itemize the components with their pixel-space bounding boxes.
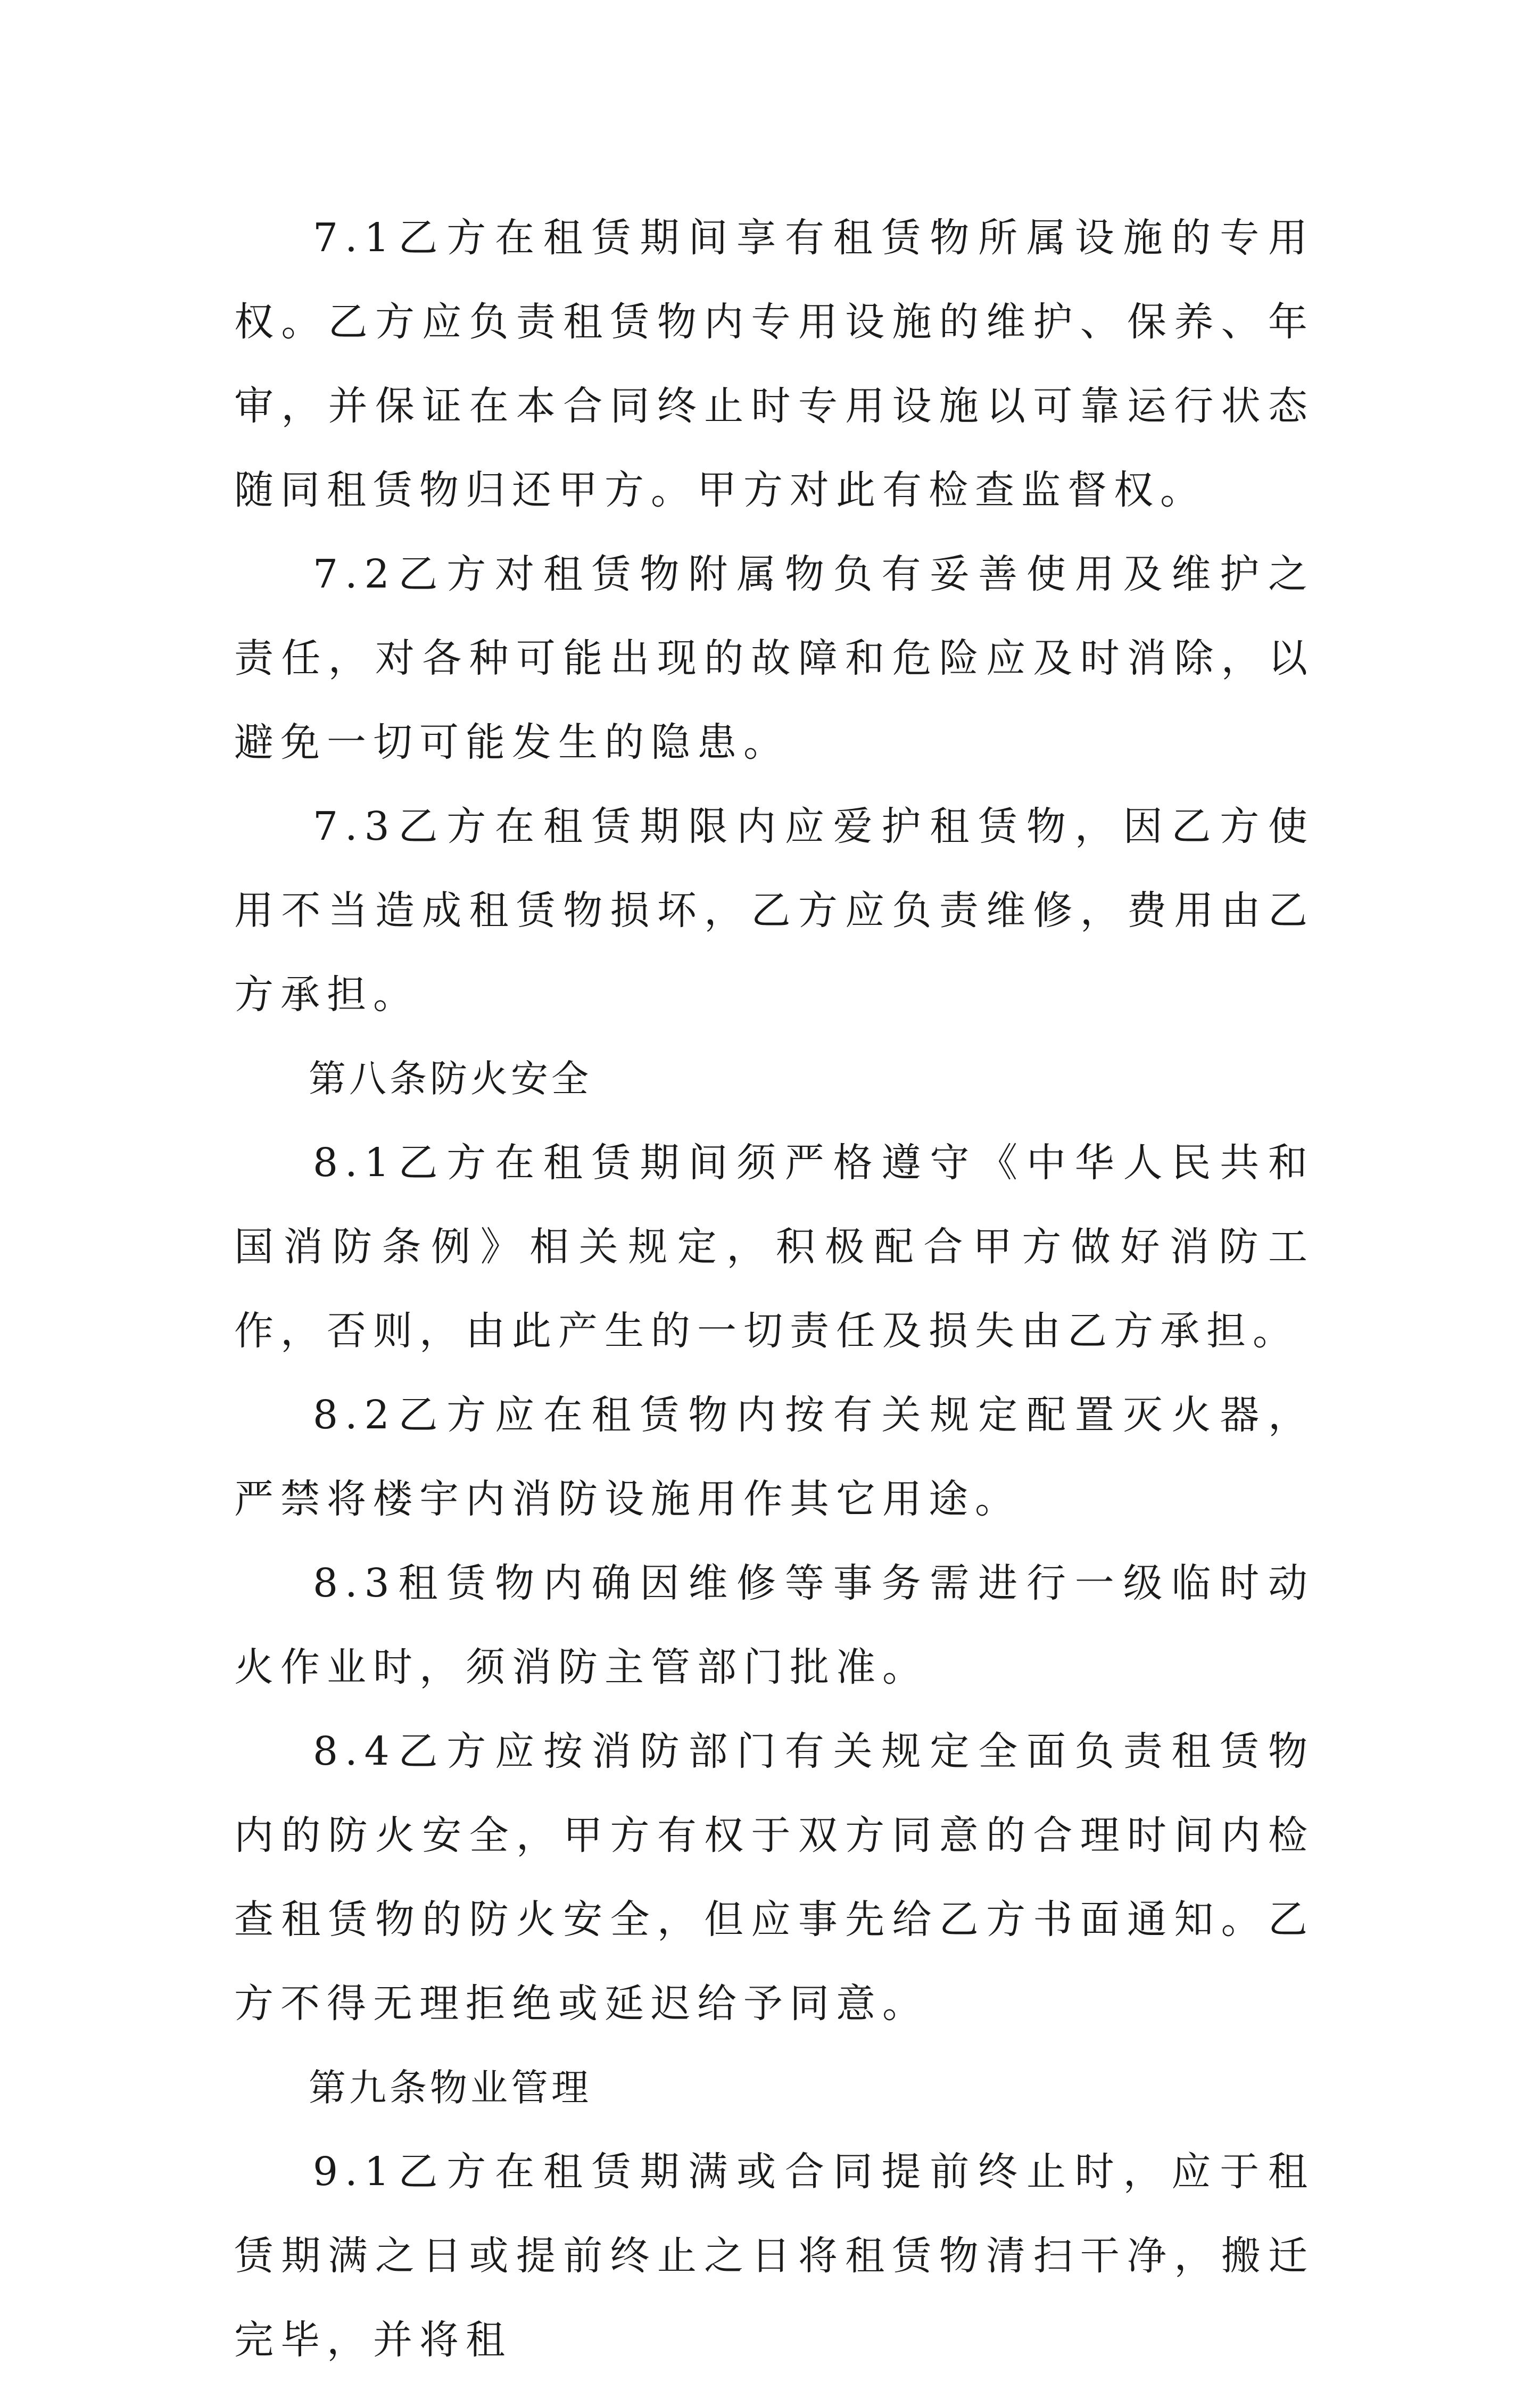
clause-8-1: 8.1乙方在租赁期间须严格遵守《中华人民共和国消防条例》相关规定，积极配合甲方做好消防工作，否则，由此产生的一切责任及损失由乙方承担。	[234, 1140, 1314, 1354]
document-body	[234, 196, 1314, 2382]
clause-9-1: 9.1乙方在租赁期满或合同提前终止时，应于租赁期满之日或提前终止之日将租赁物清扫干净，搬迁完毕，并将租	[234, 2149, 1314, 2363]
clause-8-3: 8.3租赁物内确因维修等事务需进行一级临时动火作业时，须消防主管部门批准。	[234, 1560, 1314, 1690]
clause-8-2: 8.2乙方应在租赁物内按有关规定配置灭火器，严禁将楼宇内消防设施用作其它用途。	[234, 1392, 1314, 1522]
article-9-heading: 第九条物业管理	[309, 2066, 592, 2110]
clause-7-2: 7.2乙方对租赁物附属物负有妥善使用及维护之责任，对各种可能出现的故障和危险应及时消除，以避免一切可能发生的隐患。	[234, 551, 1314, 765]
clause-8-4: 8.4乙方应按消防部门有关规定全面负责租赁物内的防火安全，甲方有权于双方同意的合理时间内检查租赁物的防火安全，但应事先给乙方书面通知。乙方不得无理拒绝或延迟给予同意。	[234, 1728, 1314, 2027]
clause-7-3: 7.3乙方在租赁期限内应爱护租赁物，因乙方使用不当造成租赁物损坏，乙方应负责维修，费用由乙方承担。	[234, 804, 1314, 1018]
clause-7-1: 7.1乙方在租赁期间享有租赁物所属设施的专用权。乙方应负责租赁物内专用设施的维护、保养、年审，并保证在本合同终止时专用设施以可靠运行状态随同租赁物归还甲方。甲方对此有检查监督权。	[234, 215, 1314, 513]
article-8-heading: 第八条防火安全	[309, 1057, 592, 1101]
